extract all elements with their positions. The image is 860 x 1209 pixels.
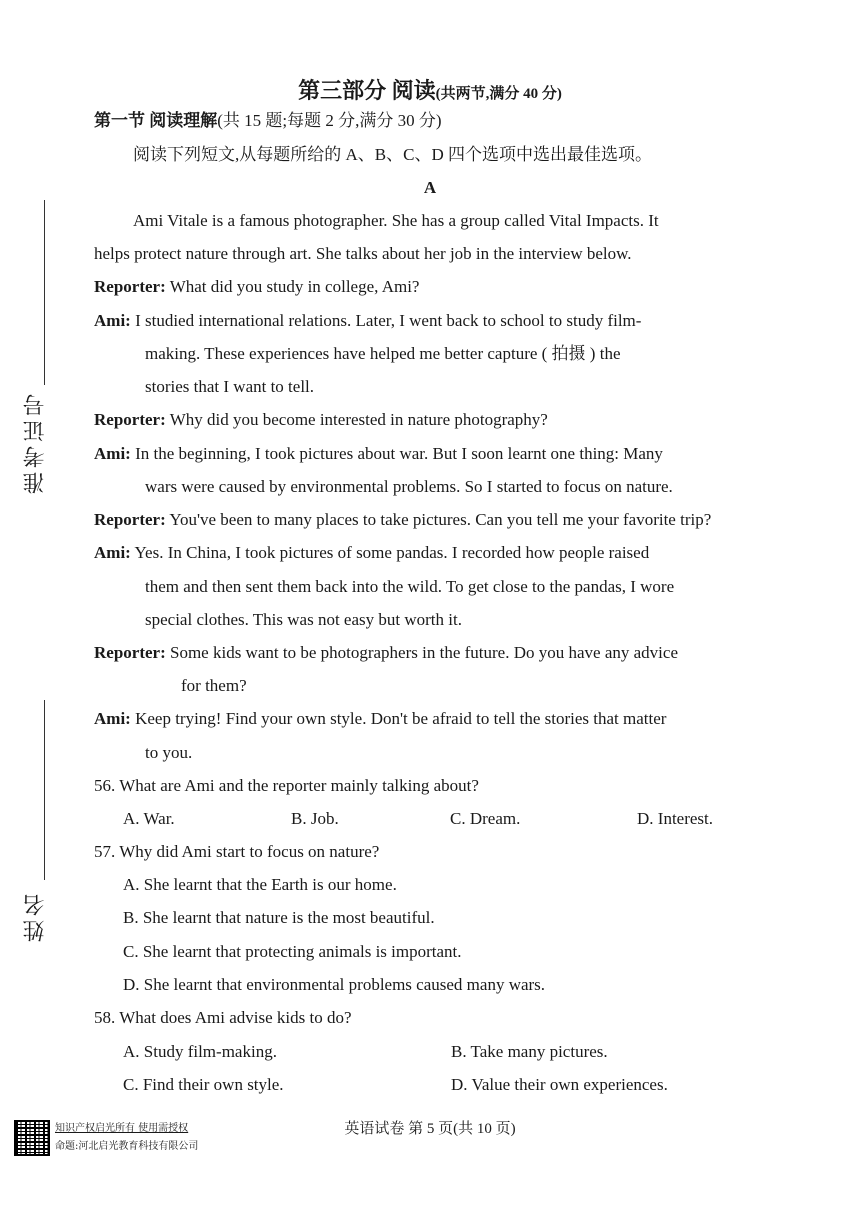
exam-id-label: 准考证号 xyxy=(23,390,48,494)
speaker-label: Ami: xyxy=(94,709,131,728)
dialogue-text: stories that I want to tell. xyxy=(145,377,315,396)
dialogue-text: What did you study in college, Ami? xyxy=(169,277,420,296)
name-rule xyxy=(44,700,45,880)
dialogue-ami-1 xyxy=(94,310,641,332)
exam-id-rule xyxy=(44,200,45,385)
question-57-option-b: B. She learnt that nature is the most beautiful. xyxy=(123,908,435,927)
footer-page-info: 英语试卷 第 5 页(共 10 页) xyxy=(344,1121,516,1137)
dialogue-reporter-4 xyxy=(94,642,678,664)
speaker-label: Ami: xyxy=(94,543,131,562)
question-57-stem: 57. Why did Ami start to focus on nature? xyxy=(94,842,380,861)
speaker-label: Reporter: xyxy=(94,277,166,296)
speaker-label: Reporter: xyxy=(94,643,166,662)
dialogue-text: to you. xyxy=(145,743,193,762)
dialogue-ami-3 xyxy=(94,542,649,564)
dialogue-text: special clothes. This was not easy but worth it. xyxy=(145,610,462,629)
passage-letter: A xyxy=(423,178,437,197)
question-56-option-c: C. Dream. xyxy=(450,809,521,828)
passage-intro-line-1: Ami Vitale is a famous photographer. She has a group called Vital Impacts. It xyxy=(133,211,659,230)
dialogue-reporter-3 xyxy=(94,509,711,531)
part-title: 第三部分 阅读 xyxy=(298,78,436,103)
speaker-label: Reporter: xyxy=(94,510,166,529)
name-label: 姓名 xyxy=(23,890,48,942)
dialogue-text: I studied international relations. Later, I went back to school to study film- xyxy=(135,311,642,330)
section-subtitle: (共 15 题;每题 2 分,满分 30 分) xyxy=(217,111,442,130)
question-56-stem: 56. What are Ami and the reporter mainly talking about? xyxy=(94,776,479,795)
footer-copyright: 知识产权启光所有 使用需授权 xyxy=(55,1123,189,1134)
dialogue-text: Yes. In China, I took pictures of some pandas. I recorded how people raised xyxy=(134,543,650,562)
section-title: 第一节 阅读理解 xyxy=(94,111,218,130)
dialogue-text: In the beginning, I took pictures about war. But I soon learnt one thing: Many xyxy=(135,444,663,463)
question-56-option-a: A. War. xyxy=(123,809,175,828)
dialogue-reporter-2 xyxy=(94,409,548,431)
dialogue-text: Why did you become interested in nature photography? xyxy=(169,410,548,429)
question-56-option-b: B. Job. xyxy=(291,809,339,828)
question-58-stem: 58. What does Ami advise kids to do? xyxy=(94,1008,352,1027)
dialogue-ami-4 xyxy=(94,708,666,730)
dialogue-text: Keep trying! Find your own style. Don't be afraid to tell the stories that matter xyxy=(135,709,667,728)
passage-intro-line-2: helps protect nature through art. She talks about her job in the interview below. xyxy=(94,244,632,263)
question-58-option-a: A. Study film-making. xyxy=(123,1042,277,1061)
speaker-label: Ami: xyxy=(94,444,131,463)
dialogue-text: for them? xyxy=(181,676,247,695)
dialogue-ami-2 xyxy=(94,443,663,465)
question-57-option-a: A. She learnt that the Earth is our home. xyxy=(123,875,397,894)
dialogue-reporter-1 xyxy=(94,276,419,298)
dialogue-text: making. These experiences have helped me better capture ( 拍摄 ) the xyxy=(145,344,621,363)
dialogue-text: them and then sent them back into the wild. To get close to the pandas, I wore xyxy=(145,577,675,596)
part-subtitle: (共两节,满分 40 分) xyxy=(435,86,562,102)
question-57-option-d: D. She learnt that environmental problems caused many wars. xyxy=(123,975,546,994)
question-58-option-c: C. Find their own style. xyxy=(123,1075,284,1094)
question-58-option-b: B. Take many pictures. xyxy=(451,1042,608,1061)
footer-author: 命题:河北启光教育科技有限公司 xyxy=(55,1141,199,1152)
question-57-option-c: C. She learnt that protecting animals is important. xyxy=(123,942,462,961)
question-58-option-d: D. Value their own experiences. xyxy=(451,1075,668,1094)
part-heading xyxy=(0,74,860,105)
dialogue-text: You've been to many places to take pictures. Can you tell me your favorite trip? xyxy=(169,510,712,529)
question-56-option-d: D. Interest. xyxy=(637,809,714,828)
dialogue-text: Some kids want to be photographers in the future. Do you have any advice xyxy=(170,643,678,662)
speaker-label: Ami: xyxy=(94,311,131,330)
speaker-label: Reporter: xyxy=(94,410,166,429)
instruction: 阅读下列短文,从每题所给的 A、B、C、D 四个选项中选出最佳选项。 xyxy=(133,145,652,164)
section-heading xyxy=(94,110,442,132)
dialogue-text: wars were caused by environmental problems. So I started to focus on nature. xyxy=(145,477,673,496)
